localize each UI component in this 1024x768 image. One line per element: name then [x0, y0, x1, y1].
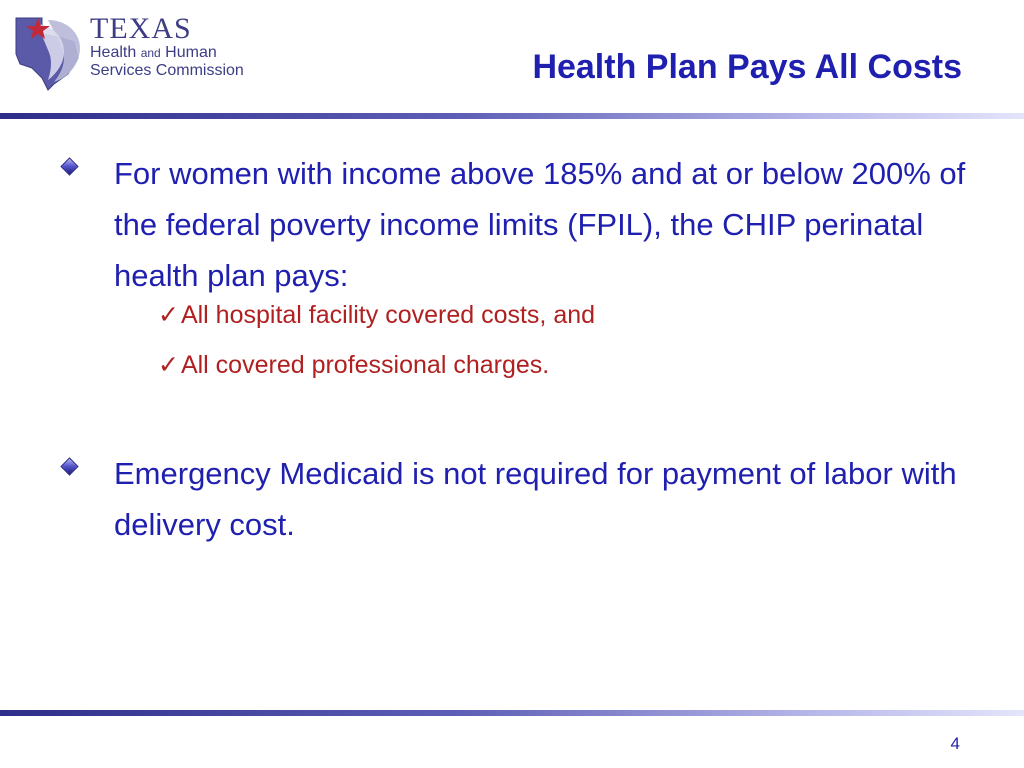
logo-health-text: Health	[90, 44, 141, 61]
diamond-bullet-icon	[62, 159, 78, 175]
checkmark-icon: ✓	[158, 301, 179, 329]
bullet-text: For women with income above 185% and at or below 200% of the federal poverty income limits (FPIL), the CHIP perinatal health plan pays:	[114, 156, 966, 293]
page-number: 4	[950, 734, 960, 753]
sub-item-hospital-costs	[158, 300, 595, 330]
sub-item-text: All covered professional charges.	[180, 351, 550, 379]
bullet-text: Emergency Medicaid is not required for payment of labor with delivery cost.	[114, 456, 957, 542]
slide-title: Health Plan Pays All Costs	[532, 48, 962, 86]
diamond-bullet-icon	[62, 459, 78, 475]
logo-human-text: Human	[160, 44, 217, 61]
logo-services-line: Services Commission	[90, 62, 244, 79]
checkmark-icon: ✓	[158, 351, 179, 379]
footer-divider	[0, 710, 1024, 716]
sub-item-text: All hospital facility covered costs, and	[180, 301, 596, 329]
logo-texas-text: TEXAS	[90, 12, 192, 45]
logo-and-text: and	[140, 46, 161, 60]
sub-item-professional-charges	[158, 350, 549, 380]
